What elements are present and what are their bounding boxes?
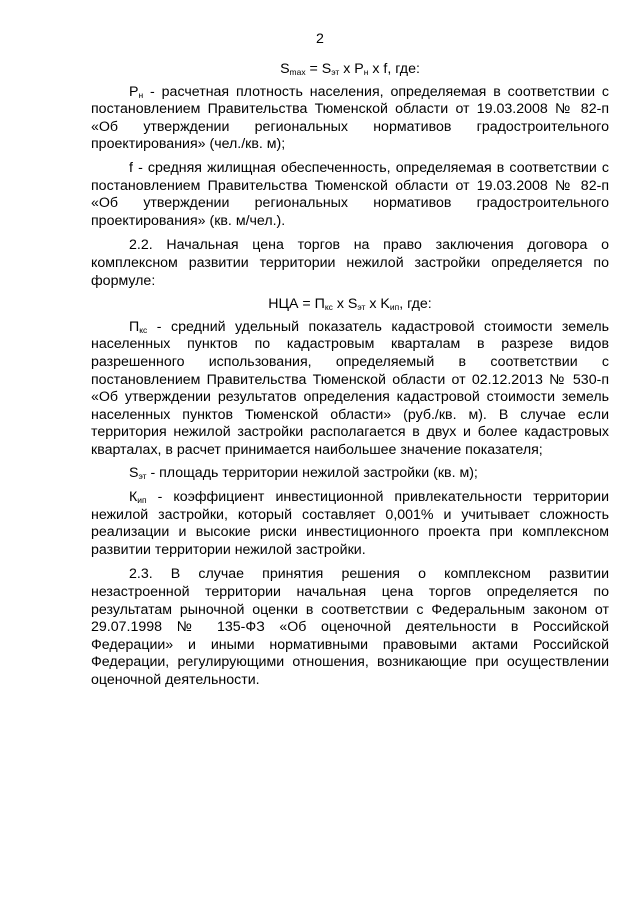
formula-nca-pks-sub: кс [324, 302, 333, 313]
formula-smax-eq: = S [305, 61, 332, 77]
definition-pn-text: - расчетная плотность населения, определяемая в соответствии с постановлением Правительства Тюменской области от 19.03.2008 № 82-п «Об утверждении региональных нормативов градостроительного проектирования» (чел./кв. м); [91, 83, 609, 153]
definition-set [91, 465, 609, 483]
formula-smax [91, 61, 609, 79]
definition-pks [91, 319, 609, 460]
definition-f-text: f - средняя жилищная обеспеченность, определяемая в соответствии с постановлением Правительства Тюменской области от 19.03.2008 № 82-п «Об утверждении региональных нормативов градостроительного проектирования» (кв. м/чел.). [91, 159, 609, 229]
formula-smax-x1: x P [339, 61, 364, 77]
definition-pks-symbol: П [129, 318, 140, 335]
formula-nca [91, 296, 609, 314]
formula-nca-x1: x S [332, 296, 358, 313]
formula-nca-tail: , где: [399, 296, 432, 313]
definition-set-text: - площадь территории нежилой застройки (кв. м); [146, 465, 478, 482]
section-2-3-text: 2.3. В случае принятия решения о комплексном развитии незастроенной территории начальная цена торгов определяется по результатам рыночной оценки в соответствии с Федеральным законом от 29.07.1998 № 135-ФЗ «Об оценочной деятельности в Российской Федерации» и иными нормативными правовыми актами Российской Федерации, регулирующими отношения, возникающие при осуществлении оценочной деятельности. [91, 566, 609, 688]
definition-pn-sub: н [138, 89, 144, 100]
formula-nca-x2: x K [365, 296, 390, 313]
definition-kip-symbol: К [129, 489, 138, 506]
definition-kip [91, 489, 609, 559]
definition-set-symbol: S [129, 465, 139, 482]
formula-nca-lead: НЦА = П [268, 296, 325, 313]
definition-pks-text: - средний удельный показатель кадастровой стоимости земель населенных пунктов по кадастровым кварталам в разрезе видов разрешенного использования, определяемый в соответствии с постановлением Правительства Тюменской области от 02.12.2013 № 530-п «Об утверждении результатов определения кадастровой стоимости земель населенных пунктов Тюменской области» (руб./кв. м). В случае если территория нежилой застройки располагается в двух и более кадастровых кварталах, в расчет принимается наибольшее значение показателя; [91, 318, 609, 458]
formula-smax-s-sub: max [289, 67, 306, 77]
document-body [91, 61, 609, 696]
section-2-2-text: 2.2. Начальная цена торгов на право заключения договора о комплексном развитии территории нежилой застройки определяется по формуле: [91, 237, 609, 289]
formula-nca-set-sub: эт [357, 302, 366, 313]
definition-pn [91, 84, 609, 154]
definition-kip-sub: ип [137, 495, 147, 506]
formula-smax-tail: x f, где: [368, 61, 420, 77]
definition-kip-text: - коэффициент инвестиционной привлекательности территории нежилой застройки, который составляет 0,001% и учитывает сложность реализации и высокие риски инвестиционного проекта при комплексном развитии территории нежилой застройки. [91, 489, 609, 558]
section-2-3 [91, 566, 609, 689]
section-2-2 [91, 237, 609, 290]
definition-set-sub: эт [138, 471, 147, 482]
formula-smax-set-sub: эт [331, 67, 340, 77]
page-number: 2 [316, 31, 324, 47]
definition-pks-sub: кс [139, 324, 148, 335]
formula-smax-s: S [280, 61, 290, 77]
definition-f [91, 160, 609, 230]
formula-smax-pn-sub: н [363, 67, 369, 77]
definition-pn-symbol: Р [129, 83, 139, 100]
formula-nca-kip-sub: ип [389, 302, 400, 313]
